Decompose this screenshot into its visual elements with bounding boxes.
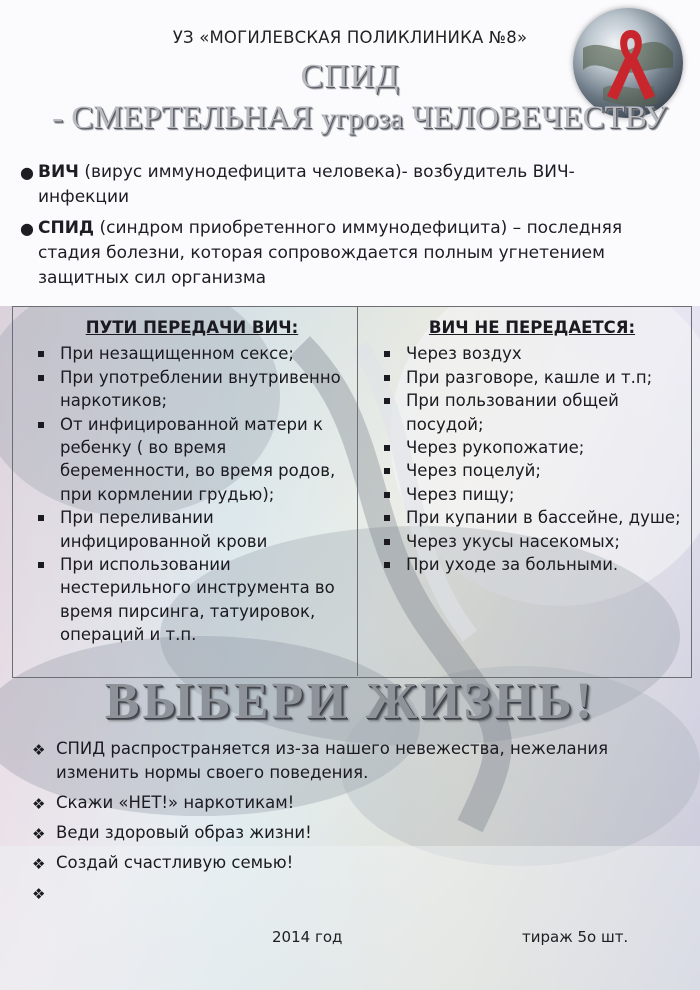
subtitle-suffix: ЧЕЛОВЕЧЕСТВУ <box>403 100 668 136</box>
organization-name: УЗ «МОГИЛЕВСКАЯ ПОЛИКЛИНИКА №8» <box>172 28 528 47</box>
list-item-text: От инфицированной матери к ребенку ( во время беременности, во время родов, при кормлении грудью); <box>60 414 336 504</box>
print-run: тираж 5о шт. <box>522 928 629 946</box>
square-bullet-icon <box>384 468 390 474</box>
tip-text: СПИД распространяется из-за нашего невежества, нежелания изменить нормы своего поведения. <box>56 739 609 782</box>
list-item <box>382 459 682 482</box>
list-item <box>36 342 356 365</box>
tips-list <box>30 737 650 903</box>
square-bullet-icon <box>384 562 390 568</box>
list-item-text: Через рукопожатие; <box>406 438 585 458</box>
square-bullet-icon <box>38 515 44 521</box>
square-bullet-icon <box>384 539 390 545</box>
list-item <box>382 366 682 389</box>
subtitle-mid: угроза <box>320 102 404 135</box>
list-item <box>382 483 682 506</box>
tip-item <box>30 791 650 815</box>
list-item-text: Через укусы насекомых; <box>406 531 620 551</box>
square-bullet-icon <box>384 515 390 521</box>
definition-text: (вирус иммунодефицита человека)- возбудитель ВИЧ-инфекции <box>38 162 575 207</box>
transmitted-column <box>36 316 356 647</box>
square-bullet-icon <box>38 562 44 568</box>
definition-text: (синдром приобретенного иммунодефицита) – последняя стадия болезни, которая сопровождается полным угнетением защитных сил организма <box>38 218 623 288</box>
list-item-text: При разговоре, кашле и т.п; <box>406 367 653 387</box>
bullet-icon: ● <box>20 219 34 238</box>
list-item-text: При незащищенном сексе; <box>60 344 294 364</box>
definition-hiv <box>14 160 654 210</box>
list-item <box>382 506 682 529</box>
list-item-text: При уходе за больными. <box>406 555 619 575</box>
publication-year: 2014 год <box>272 928 343 946</box>
square-bullet-icon <box>384 375 390 381</box>
list-item-text: Через пищу; <box>406 484 515 504</box>
definition-term: ВИЧ <box>38 162 79 182</box>
tip-text: Веди здоровый образ жизни! <box>56 823 312 842</box>
diamond-bullet-icon: ❖ <box>32 885 46 903</box>
list-item-text: Через поцелуй; <box>406 461 541 481</box>
list-item-text: При купании в бассейне, душе; <box>406 508 681 528</box>
table-column-divider <box>357 306 358 676</box>
square-bullet-icon <box>38 422 44 428</box>
tip-text: Скажи «НЕТ!» наркотикам! <box>56 793 295 812</box>
tip-item <box>30 821 650 845</box>
square-bullet-icon <box>384 492 390 498</box>
subtitle-prefix: - СМЕРТЕЛЬНАЯ <box>52 100 321 136</box>
square-bullet-icon <box>384 445 390 451</box>
definition-term: СПИД <box>38 218 95 238</box>
bullet-icon: ● <box>20 163 34 182</box>
tip-item <box>30 737 650 785</box>
not-transmitted-heading: ВИЧ НЕ ПЕРЕДАЕТСЯ: <box>428 318 636 337</box>
poster-title: СПИД <box>300 58 400 95</box>
list-item-text: Через воздух <box>406 344 522 364</box>
tip-text: Создай счастливую семью! <box>56 853 294 872</box>
list-item <box>36 366 356 413</box>
list-item <box>382 530 682 553</box>
square-bullet-icon <box>38 375 44 381</box>
not-transmitted-column <box>382 316 682 576</box>
list-item-text: При употреблении внутривенно наркотиков; <box>60 367 341 411</box>
tip-item <box>30 851 650 875</box>
square-bullet-icon <box>38 351 44 357</box>
diamond-bullet-icon: ❖ <box>32 825 46 843</box>
list-item <box>36 413 356 507</box>
transmitted-heading: ПУТИ ПЕРЕДАЧИ ВИЧ: <box>85 318 299 337</box>
square-bullet-icon <box>384 398 390 404</box>
list-item <box>382 389 682 436</box>
definitions <box>14 160 654 297</box>
diamond-bullet-icon: ❖ <box>32 741 46 759</box>
list-item <box>36 553 356 647</box>
list-item <box>382 342 682 365</box>
list-item-text: При переливании инфицированной крови <box>60 508 268 551</box>
list-item-text: При пользовании общей посудой; <box>406 391 619 434</box>
slogan: ВЫБЕРИ ЖИЗНЬ! <box>104 673 596 730</box>
diamond-bullet-icon: ❖ <box>32 795 46 813</box>
diamond-bullet-icon: ❖ <box>32 855 46 873</box>
poster-subtitle <box>52 100 667 137</box>
definition-aids <box>14 216 654 291</box>
list-item <box>382 436 682 459</box>
list-item <box>36 506 356 553</box>
list-item <box>382 553 682 576</box>
square-bullet-icon <box>384 351 390 357</box>
list-item-text: При использовании нестерильного инструмента во время пирсинга, татуировок, операций и т.п. <box>60 555 335 645</box>
